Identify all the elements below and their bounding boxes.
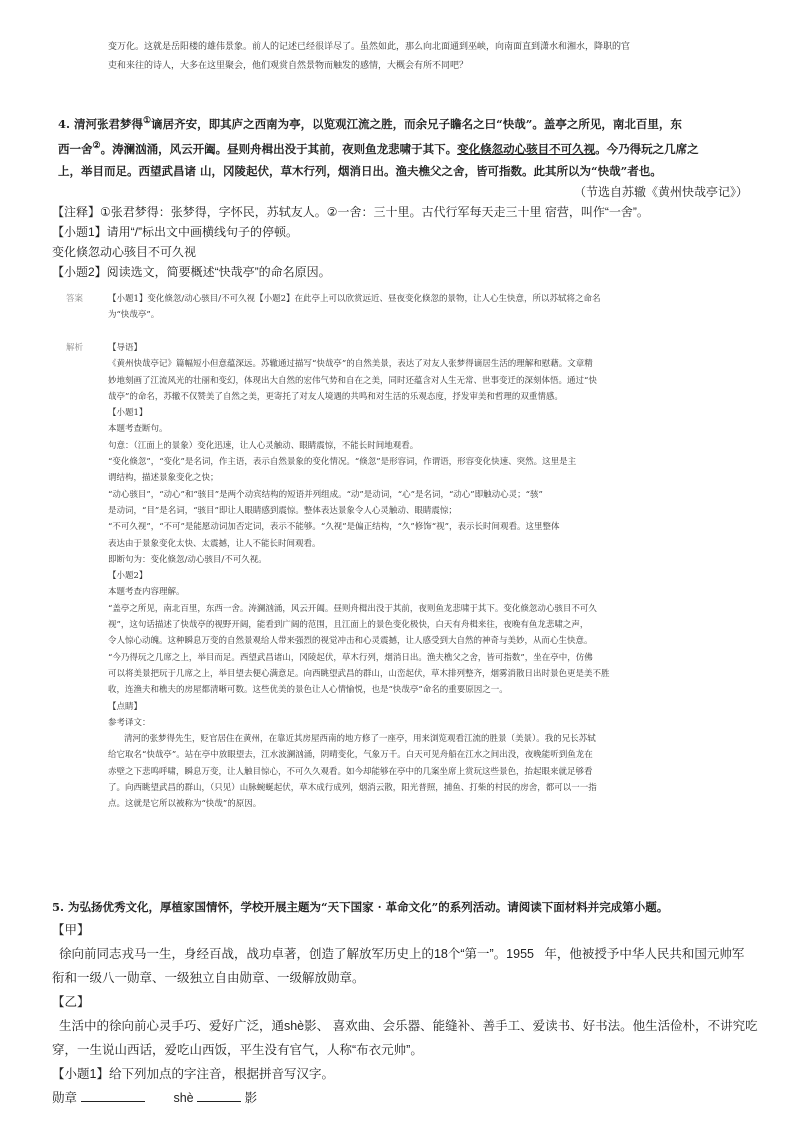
analysis-text [108,340,708,813]
passage-text: 。今乃得玩之几席之 [595,141,699,156]
analysis-line: 【点睛】 [108,701,143,712]
passage-text: 。涛澜汹涌，风云开阖。昼则舟楫出没于其前，夜则鱼龙悲啸于其下。 [100,141,458,156]
answer-text [108,291,720,324]
analysis-line: “盖亭之所见，南北百里，东西一舍。涛澜汹涌，风云开阖。昼则舟楫出没于其前，夜则鱼龙悲啸于其下。变化倏忽动心骇目不可久 [108,603,597,614]
sub-question-2: 【小题2】阅读选文，简要概述“快哉亭”的命名原因。 [52,264,331,279]
analysis-line: 本题考查内容理解。 [108,587,185,598]
footnote-marker-1: ① [143,116,152,126]
passage-text: 西一舍 [58,141,93,156]
material-yi-text: 穿，一生说山西话，爱吃山西饭，平生没有官气，人称“布衣元帅”。 [52,1043,423,1057]
analysis-line: 【小题2】 [108,571,148,582]
analysis-line: 给它取名“快哉亭”。站在亭中放眼望去，江水波澜汹涌，阴晴变化，气象万千。白天可见舟船在江水之间出没，夜晚能听到鱼龙在 [108,750,593,761]
question-4-passage [58,110,748,182]
analysis-line: 妙地刻画了江流风光的壮丽和变幻，体现出大自然的宏伟气势和自在之美，同时还蕴含对人生无常、世事变迁的深刻体悟。通过“快 [108,375,597,386]
analysis-line: 是动词，“目”是名词，“骇目”即让人眼睛感到震惊。整体表达景象令人心灵触动、眼睛震惊； [108,505,457,516]
passage-text: 谪居齐安，即其庐之西南为亭，以览观江流之胜，而余兄子瞻名之曰“快哉”。盖亭之所见，南北百里，东 [151,116,682,131]
sub-question-1: 【小题1】请用“/”标出文中画横线句子的停顿。 [52,224,299,239]
answer-block [66,291,746,324]
analysis-line: 清河的张梦得先生，贬官居住在黄州，在靠近其房屋西南的地方修了一座亭，用来浏览观看江流的胜景（美景）。我的兄长苏轼 [124,734,596,745]
passage-source: （节选自苏辙《黄州快哉亭记》） [573,184,748,199]
footnote-marker-2: ② [92,140,101,151]
analysis-line: 即断句为：变化倏忽/动心骇目/不可久视。 [108,554,267,565]
answer-line: 为“快哉亭”。 [108,310,160,321]
material-yi-label: 【乙】 [52,995,90,1009]
analysis-line: 本题考查断句。 [108,424,168,435]
analysis-line: 赤壁之下悲鸣呼啸，瞬息万变，让人触目惊心，不可久久观看。如今却能够在亭中的几案坐席上赏玩这些景色，抬起眼来就足够看 [108,766,593,777]
fill-blank-row [52,1086,752,1110]
analysis-line: “变化倏忽”，“变化”是名词，作主语，表示自然景象的变化情况。“倏忽”是形容词，作谓语，形容变化快速、突然。这里是主 [108,457,577,468]
analysis-line: 参考译文： [108,717,151,728]
previous-translation-tail [108,38,738,76]
material-jia-text: 衔和一级八一勋章、一级独立自由勋章、一级解放勋章。 [52,971,365,985]
analysis-line: 句意：（江面上的景象）变化迅速，让人心灵触动、眼睛震惊，不能长时间地观看。 [108,440,419,451]
analysis-line: 点。这就是它所以被称为“快哉”的原因。 [108,799,262,810]
answer-blank-1[interactable] [81,1089,145,1102]
annotation-note: 【注释】①张君梦得：张梦得，字怀民，苏轼友人。②一舍：三十里。古代行军每天走三十里 宿营，叫作“一舍”。 [52,204,649,219]
text-line: 吏和来往的诗人，大多在这里聚会，他们观赏自然景物而触发的感情，大概会有所不同吧？ [108,61,469,71]
underlined-sentence: 变化倏忽动心骇目不可久视 [457,141,596,156]
material-jia-label: 【甲】 [52,923,90,937]
analysis-line: 视”，这句话描述了快哉亭的视野开阔，能看到广阔的范围，且江面上的景色变化极快，白天有舟楫来往，夜晚有鱼龙悲啸之声， [108,620,589,631]
answer-blank-2[interactable] [197,1089,241,1102]
analysis-line: “动心骇目”，“动心”和“骇目”是两个动宾结构的短语并列组成。“动”是动词，“心”是名词，“动心”即触动心灵；“骇” [108,489,543,500]
answer-line: 【小题1】变化倏忽/动心骇目/不可久视【小题2】在此亭上可以欣赏远近、昼夜变化倏忽的景物，让人心生快意，所以苏轼将之命名 [108,294,601,304]
analysis-line: 收，连渔夫和樵夫的房屋都清晰可数。这些优美的景色让人心情愉悦，也是“快哉亭”命名的重要原因之一。 [108,685,508,696]
question-5 [52,896,758,1110]
pinyin-she: shè [173,1091,194,1105]
word-ying: 影 [244,1091,258,1105]
material-yi-text: 生活中的徐向前心灵手巧、爱好广泛，通shè影、 喜欢曲、会乐器、能缝补、善手工、爱读书、好书法。他生活俭朴，不讲究吃 [52,1019,758,1033]
passage-text: 4. 清河张君梦得 [58,116,144,131]
answer-label: 答案 [66,294,84,304]
analysis-line: “今乃得玩之几席之上，举目而足。西望武昌诸山，冈陵起伏，草木行列，烟消日出。渔夫樵父之舍，皆可指数”，坐在亭中，仿佛 [108,652,593,663]
material-jia-text: 徐向前同志戎马一生，身经百战，战功卓著，创造了解放军历史上的18个“第一”。1955 年，他被授予中华人民共和国元帅军 [52,947,745,961]
passage-text: 上，举目而足。西望武昌诸 山，冈陵起伏，草木行列，烟消日出。渔夫樵父之舍，皆可指数。此其所以为“快哉”者也。 [58,163,662,178]
analysis-line: 谓结构，描述景象变化之快； [108,473,219,484]
analysis-label: 解析 [66,343,84,353]
sub-question-1: 【小题1】给下列加点的字注音，根据拼音写汉字。 [52,1067,334,1081]
analysis-line: 哉亭”的命名，苏辙不仅赞美了自然之美，更寄托了对友人境遇的共鸣和对生活的乐观态度，抒发审美和哲理的双重情感。 [108,391,563,402]
text-line: 变万化。这就是岳阳楼的雄伟景象。前人的记述已经很详尽了。虽然如此，那么向北面通到巫峡，向南面直到潇水和湘水，降职的官 [108,42,631,52]
analysis-line: 【导语】 [108,343,143,353]
analysis-line: 了。向西眺望武昌的群山，（只见）山脉蜿蜒起伏，草木成行成列，烟消云散，阳光普照，捕鱼、打柴的村民的房舍，都可以一一指 [108,783,597,794]
analysis-line: 【小题1】 [108,408,148,419]
question-4 [52,110,748,282]
analysis-line: 可以将美景把玩于几席之上，举目望去便心满意足。向西眺望武昌的群山，山峦起伏，草木排列整齐，烟雾消散日出时景色更是美不胜 [108,668,610,679]
word-xunzhang: 勋章 [52,1091,78,1105]
sub-question-1-sentence: 变化倏忽动心骇目不可久视 [52,244,197,259]
analysis-line: 令人惊心动魄。这种瞬息万变的自然景观给人带来强烈的视觉冲击和心灵震撼，让人感受到大自然的神奇与美妙，从而心生快意。 [108,636,593,647]
analysis-line: 《黄州快哉亭记》篇幅短小但意蕴深远。苏辙通过描写“快哉亭”的自然美景，表达了对友人张梦得谪居生活的理解和慰藉。文章精 [108,359,593,370]
question-5-head: 5. 为弘扬优秀文化，厚植家国情怀，学校开展主题为“天下国家 · 革命文化”的系列活动。请阅读下面材料并完成第小题。 [52,900,669,914]
analysis-line: “不可久视”，“不可”是能愿动词加否定词，表示不能够。“久视”是偏正结构，“久”修饰“视”，表示长时间观看。这里整体 [108,522,560,533]
analysis-line: 表达由于景象变化太快、太震撼，让人不能长时间观看。 [108,538,321,549]
